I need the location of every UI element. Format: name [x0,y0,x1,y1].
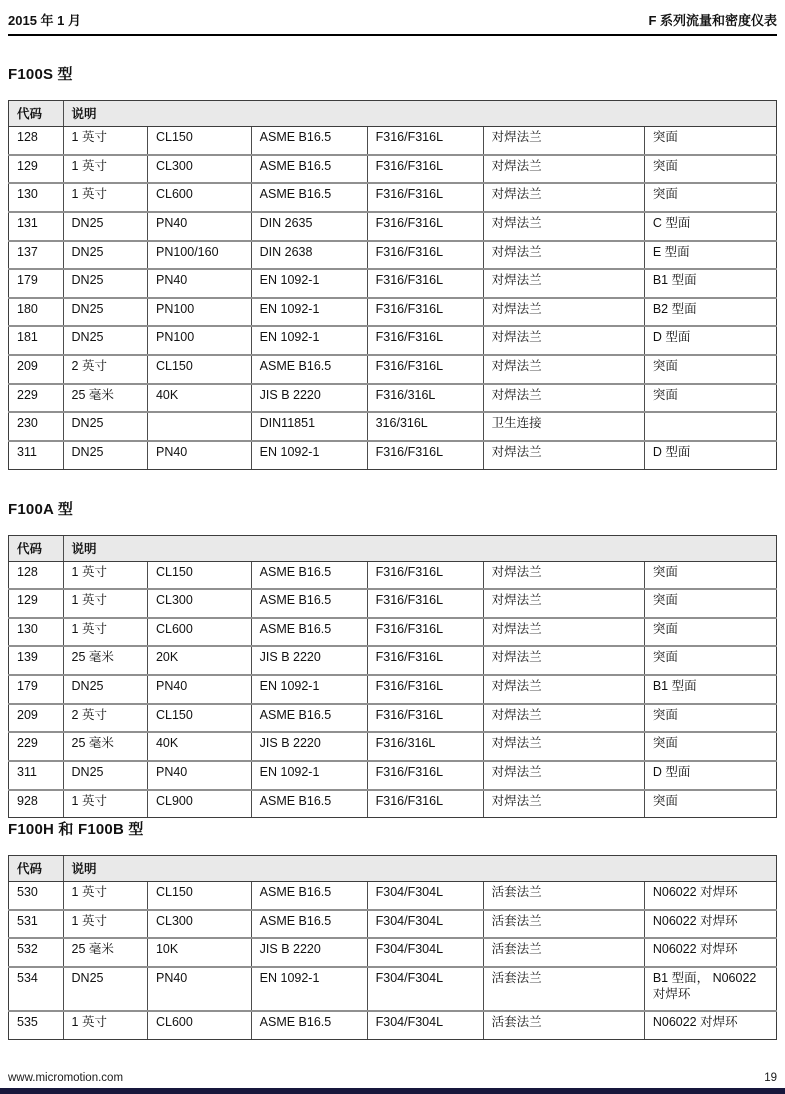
table-cell: 对焊法兰 [483,212,644,241]
table-row [9,326,777,355]
table-cell: 对焊法兰 [483,790,644,818]
table-cell: 突面 [644,732,776,761]
table-cell: CL600 [147,618,251,647]
table-cell: 1 英寸 [63,618,147,647]
section-f100s [8,63,777,470]
footer-page-number: 19 [764,1072,777,1084]
table-cell: F316/F316L [367,355,483,384]
table-cell: ASME B16.5 [251,704,367,733]
table-cell: DIN11851 [251,412,367,441]
table-cell: 20K [147,646,251,675]
table-cell: 突面 [644,589,776,618]
table-row [9,704,777,733]
table-cell: F316/316L [367,732,483,761]
table-cell: CL150 [147,561,251,589]
table-cell: ASME B16.5 [251,1011,367,1039]
table-row [9,938,777,967]
table-cell: F316/F316L [367,298,483,327]
table-cell: JIS B 2220 [251,938,367,967]
section-title: F100H 和 F100B 型 [8,821,144,839]
table-cell: 活套法兰 [483,882,644,910]
table-cell: 对焊法兰 [483,675,644,704]
table-cell: 128 [9,127,64,155]
table-cell: 25 毫米 [63,384,147,413]
table-cell: 对焊法兰 [483,298,644,327]
table-cell: DIN 2638 [251,241,367,270]
table-body [9,882,777,1040]
table-cell: B2 型面 [644,298,776,327]
table-cell: JIS B 2220 [251,732,367,761]
table-cell: D 型面 [644,761,776,790]
table-cell: 2 英寸 [63,355,147,384]
table-cell: 1 英寸 [63,561,147,589]
table-cell: DN25 [63,967,147,1011]
table-cell [644,412,776,441]
table-row [9,127,777,155]
table-cell: 对焊法兰 [483,441,644,469]
table-cell: 229 [9,384,64,413]
table-cell: DN25 [63,412,147,441]
table-cell: F304/F304L [367,882,483,910]
table-cell: B1 型面 [644,675,776,704]
table-cell: 突面 [644,155,776,184]
table-cell: F316/F316L [367,441,483,469]
table-cell: 531 [9,910,64,939]
table-cell: DN25 [63,441,147,469]
table-cell: PN100/160 [147,241,251,270]
table-cell: 311 [9,761,64,790]
spec-table-f100s [8,100,777,470]
table-cell: F316/F316L [367,589,483,618]
table-cell: F316/F316L [367,618,483,647]
table-cell: CL600 [147,183,251,212]
table-row [9,910,777,939]
table-cell: 对焊法兰 [483,355,644,384]
table-cell: CL150 [147,882,251,910]
table-cell: 1 英寸 [63,1011,147,1039]
table-cell: DN25 [63,269,147,298]
table-cell: E 型面 [644,241,776,270]
table-cell: 对焊法兰 [483,761,644,790]
table-cell: F316/F316L [367,127,483,155]
spec-table-f100a [8,535,777,819]
section-f100h-f100b [8,818,777,1040]
table-cell: 对焊法兰 [483,589,644,618]
table-cell: 1 英寸 [63,155,147,184]
table-cell: 40K [147,732,251,761]
table-cell: ASME B16.5 [251,882,367,910]
table-cell: N06022 对焊环 [644,938,776,967]
table-row [9,790,777,818]
document-footer [0,1072,785,1094]
table-cell: 209 [9,355,64,384]
table-cell: 活套法兰 [483,938,644,967]
table-cell: JIS B 2220 [251,384,367,413]
table-cell: 对焊法兰 [483,241,644,270]
table-cell: 1 英寸 [63,790,147,818]
table-cell: F316/F316L [367,704,483,733]
table-cell: F316/F316L [367,212,483,241]
table-cell: PN100 [147,326,251,355]
table-cell: EN 1092-1 [251,269,367,298]
table-row [9,155,777,184]
table-cell: 535 [9,1011,64,1039]
table-cell: PN40 [147,441,251,469]
section-title: F100S 型 [8,66,73,83]
table-row [9,675,777,704]
table-cell: 534 [9,967,64,1011]
table-cell: 对焊法兰 [483,155,644,184]
section-title: F100A 型 [8,500,74,518]
table-row [9,589,777,618]
table-cell: DN25 [63,298,147,327]
column-header-description: 说明 [63,856,776,882]
table-cell: 活套法兰 [483,1011,644,1039]
table-cell: F304/F304L [367,910,483,939]
table-row [9,183,777,212]
table-cell: 突面 [644,618,776,647]
header-rule [8,34,777,36]
table-cell: 229 [9,732,64,761]
table-cell: F316/F316L [367,155,483,184]
table-cell: 130 [9,618,64,647]
section-f100a [8,498,777,819]
column-header-description: 说明 [63,535,776,561]
table-cell: 活套法兰 [483,910,644,939]
table-cell: 对焊法兰 [483,618,644,647]
table-cell: 1 英寸 [63,127,147,155]
table-cell: 10K [147,938,251,967]
table-row [9,355,777,384]
table-cell: EN 1092-1 [251,326,367,355]
table-cell: ASME B16.5 [251,155,367,184]
table-row [9,412,777,441]
table-cell: 对焊法兰 [483,732,644,761]
table-cell: F316/F316L [367,761,483,790]
table-cell: EN 1092-1 [251,675,367,704]
table-head [9,535,777,561]
table-cell: EN 1092-1 [251,761,367,790]
table-cell: 对焊法兰 [483,269,644,298]
table-cell: F316/316L [367,384,483,413]
table-cell: DN25 [63,212,147,241]
table-cell: CL150 [147,127,251,155]
table-cell: 180 [9,298,64,327]
table-cell: F316/F316L [367,646,483,675]
table-cell: 突面 [644,704,776,733]
table-row [9,761,777,790]
table-cell: 181 [9,326,64,355]
table-cell: 2 英寸 [63,704,147,733]
footer-text-row [0,1072,785,1088]
table-cell: ASME B16.5 [251,127,367,155]
table-header-row [9,101,777,127]
table-cell: 突面 [644,790,776,818]
table-cell: 532 [9,938,64,967]
header-date: 2015 年 1 月 [8,13,81,28]
table-cell: 突面 [644,355,776,384]
table-cell: 对焊法兰 [483,183,644,212]
table-cell: F316/F316L [367,675,483,704]
table-head [9,856,777,882]
table-cell: F316/F316L [367,326,483,355]
table-cell: 突面 [644,183,776,212]
table-cell: DN25 [63,326,147,355]
table-row [9,441,777,469]
table-cell: 对焊法兰 [483,127,644,155]
table-cell: 对焊法兰 [483,326,644,355]
table-cell: N06022 对焊环 [644,910,776,939]
table-cell: N06022 对焊环 [644,1011,776,1039]
table-row [9,384,777,413]
table-body [9,127,777,470]
table-cell: 对焊法兰 [483,646,644,675]
table-body [9,561,777,818]
table-cell: EN 1092-1 [251,967,367,1011]
table-cell: 活套法兰 [483,967,644,1011]
table-cell: 129 [9,155,64,184]
table-cell: DN25 [63,241,147,270]
table-row [9,967,777,1011]
table-cell: 139 [9,646,64,675]
table-cell: 40K [147,384,251,413]
table-cell: 1 英寸 [63,589,147,618]
table-cell: DN25 [63,761,147,790]
table-cell: 311 [9,441,64,469]
table-cell: 卫生连接 [483,412,644,441]
table-cell: 316/316L [367,412,483,441]
table-cell: 突面 [644,646,776,675]
table-cell: PN40 [147,967,251,1011]
footer-website-link[interactable]: www.micromotion.com [8,1072,124,1084]
table-cell: ASME B16.5 [251,589,367,618]
table-cell: D 型面 [644,326,776,355]
table-cell: B1 型面 [644,269,776,298]
table-cell: F316/F316L [367,241,483,270]
table-cell: ASME B16.5 [251,183,367,212]
table-row [9,1011,777,1039]
header-doc-title: F 系列流量和密度仪表 [648,13,777,28]
table-row [9,212,777,241]
table-cell: 130 [9,183,64,212]
table-cell: 137 [9,241,64,270]
table-row [9,882,777,910]
table-cell: JIS B 2220 [251,646,367,675]
table-row [9,298,777,327]
table-cell: F304/F304L [367,938,483,967]
table-row [9,646,777,675]
table-row [9,732,777,761]
table-header-row [9,856,777,882]
table-cell: 25 毫米 [63,646,147,675]
table-cell: 131 [9,212,64,241]
table-cell: C 型面 [644,212,776,241]
table-cell: ASME B16.5 [251,618,367,647]
column-header-code: 代码 [9,535,64,561]
table-cell: PN100 [147,298,251,327]
table-cell: ASME B16.5 [251,790,367,818]
table-cell [147,412,251,441]
table-cell: 对焊法兰 [483,561,644,589]
table-cell: 230 [9,412,64,441]
spec-table-f100h-f100b [8,855,777,1040]
table-cell: PN40 [147,761,251,790]
table-cell: 129 [9,589,64,618]
table-cell: 对焊法兰 [483,384,644,413]
column-header-code: 代码 [9,856,64,882]
table-cell: D 型面 [644,441,776,469]
table-header-row [9,535,777,561]
table-row [9,561,777,589]
table-cell: 突面 [644,127,776,155]
table-cell: EN 1092-1 [251,441,367,469]
table-cell: EN 1092-1 [251,298,367,327]
table-cell: 1 英寸 [63,882,147,910]
table-cell: F304/F304L [367,1011,483,1039]
table-cell: CL300 [147,910,251,939]
table-row [9,618,777,647]
table-cell: DIN 2635 [251,212,367,241]
table-cell: F316/F316L [367,183,483,212]
table-cell: 25 毫米 [63,732,147,761]
footer-bar [0,1088,785,1094]
table-cell: F316/F316L [367,561,483,589]
document-header [8,8,777,29]
table-cell: F316/F316L [367,790,483,818]
table-cell: PN40 [147,212,251,241]
column-header-description: 说明 [63,101,776,127]
table-cell: N06022 对焊环 [644,882,776,910]
table-cell: ASME B16.5 [251,355,367,384]
table-cell: B1 型面， N06022 对焊环 [644,967,776,1011]
table-cell: 对焊法兰 [483,704,644,733]
table-cell: 179 [9,269,64,298]
table-cell: ASME B16.5 [251,910,367,939]
table-cell: 128 [9,561,64,589]
table-cell: 209 [9,704,64,733]
table-cell: 1 英寸 [63,910,147,939]
table-cell: 25 毫米 [63,938,147,967]
table-row [9,269,777,298]
table-cell: PN40 [147,269,251,298]
table-cell: 179 [9,675,64,704]
table-cell: PN40 [147,675,251,704]
table-cell: 928 [9,790,64,818]
table-cell: 突面 [644,384,776,413]
table-cell: CL150 [147,704,251,733]
table-cell: DN25 [63,675,147,704]
table-cell: CL900 [147,790,251,818]
table-cell: 突面 [644,561,776,589]
table-cell: 530 [9,882,64,910]
table-row [9,241,777,270]
table-cell: CL600 [147,1011,251,1039]
table-cell: ASME B16.5 [251,561,367,589]
table-head [9,101,777,127]
table-cell: 1 英寸 [63,183,147,212]
table-cell: CL300 [147,589,251,618]
column-header-code: 代码 [9,101,64,127]
table-cell: F304/F304L [367,967,483,1011]
table-cell: CL150 [147,355,251,384]
table-cell: F316/F316L [367,269,483,298]
table-cell: CL300 [147,155,251,184]
